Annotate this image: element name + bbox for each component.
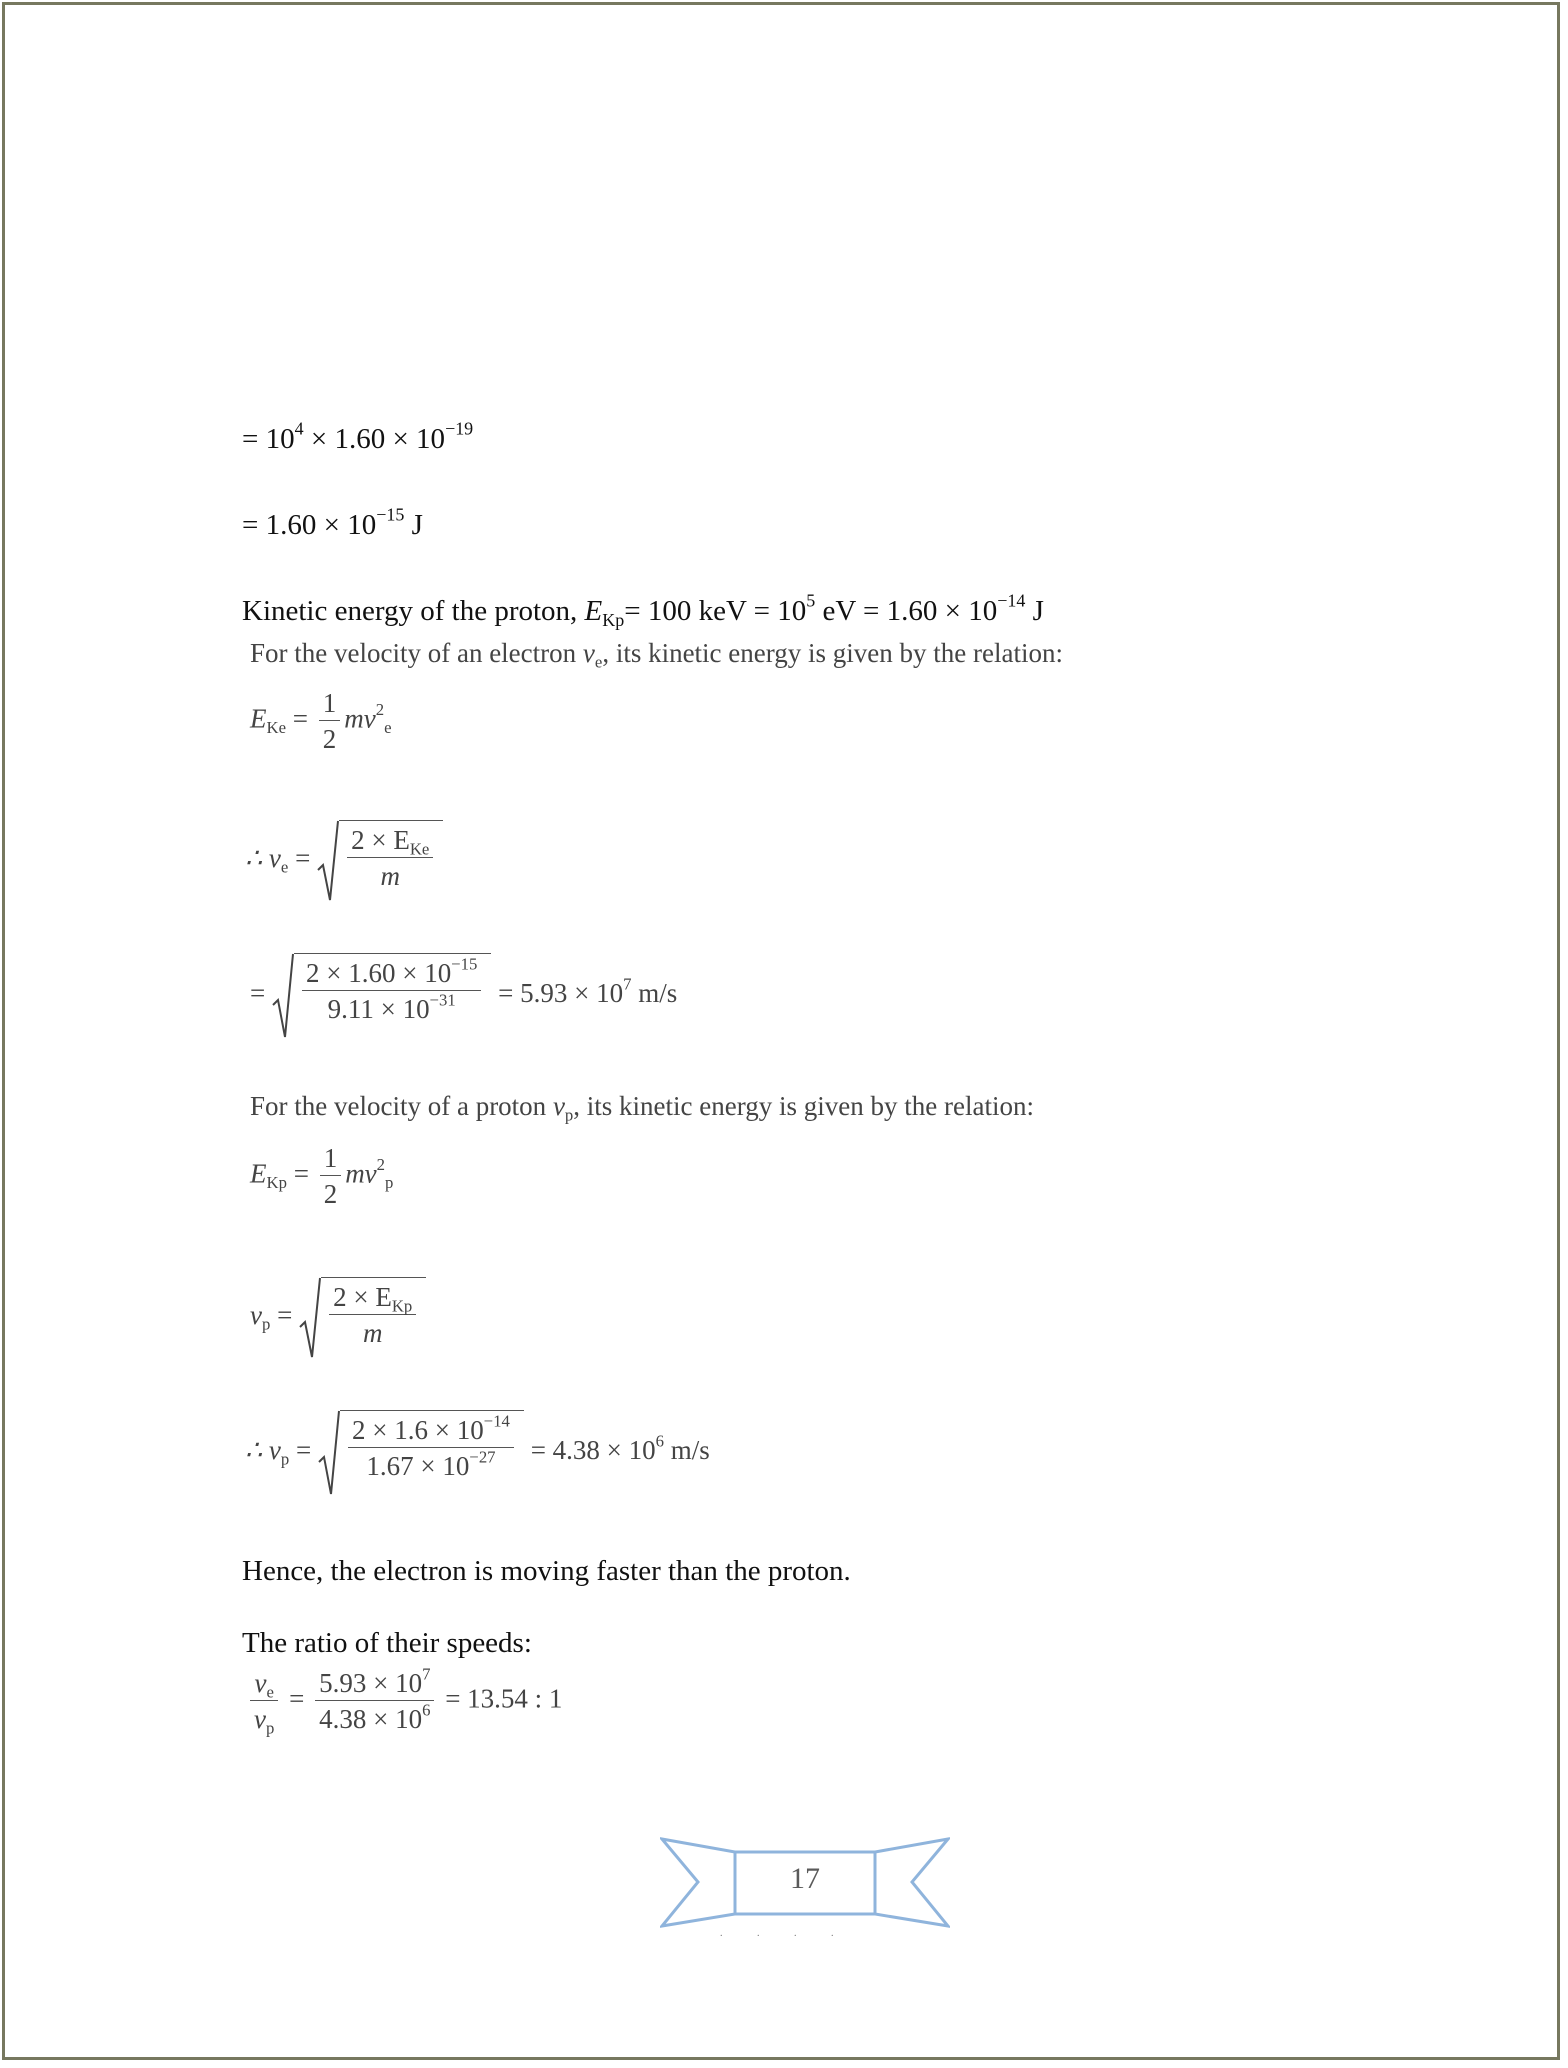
ratio-intro: The ratio of their speeds:: [242, 1627, 532, 1659]
proton-ke-equation: $E_{Kp}$ = $\frac{1}{2}$ $mv^2_p$: [250, 1143, 394, 1209]
proton-velocity-intro: For the velocity of a proton $v_p$, its kinetic energy is given by the relation:: [250, 1091, 1034, 1125]
electron-velocity-result: = $\frac{2 \times 1.60 \times 10^{-15}}{9.11 \times 10^{-31}}$ = $5.93 \times 10^7$ m/s: [250, 953, 677, 1039]
square-root: $\frac{2 \times 1.6 \times 10^{-14}}{1.67 \times 10^{-27}}$: [318, 1410, 524, 1496]
page-number: 17: [790, 1862, 820, 1895]
speed-ratio-fraction: $\frac{v_e}{v_p}$: [250, 1670, 278, 1733]
fraction-one-half: $\frac{1}{2}$: [319, 690, 341, 753]
proton-velocity-result: ∴ $v_p$ = $\frac{2 \times 1.6 \times 10^{-14}}{1.67 \times 10^{-27}}$ = $4.38 \times 10^6$ m/s: [245, 1410, 710, 1496]
calc-line-2: = $1.60 \times 10^{-15}$ J: [242, 504, 423, 541]
conclusion-text: Hence, the electron is moving faster than the proton.: [242, 1555, 851, 1587]
page-frame: [2, 2, 1560, 2060]
calc-line-1: = $10^4 \times 1.60 \times 10^{-19}$: [242, 418, 474, 455]
fraction-one-half: $\frac{1}{2}$: [320, 1145, 342, 1208]
square-root: $\frac{2 \times E_{Kp}}{m}$: [299, 1277, 426, 1359]
electron-velocity-intro: For the velocity of an electron $v_e$, its kinetic energy is given by the relation:: [250, 638, 1063, 672]
proton-velocity-formula: $v_p$ = $\frac{2 \times E_{Kp}}{m}$: [250, 1277, 426, 1359]
footer-dots: . . . .: [720, 1928, 850, 1939]
speed-values-fraction: $\frac{5.93 \times 10^7}{4.38 \times 10^6}$: [315, 1670, 434, 1733]
proton-kinetic-energy: Kinetic energy of the proton, $E_{Kp}= 100$ keV = $10^5$ eV = $1.60 \times 10^{-14}$ J: [242, 590, 1044, 630]
square-root: $\frac{2 \times 1.60 \times 10^{-15}}{9.11 \times 10^{-31}}$: [272, 953, 491, 1039]
electron-velocity-formula: ∴ $v_e$ = $\frac{2 \times E_{Ke}}{m}$: [245, 820, 443, 902]
electron-ke-equation: $E_{Ke}$ = $\frac{1}{2}$ $mv^2_e$: [250, 688, 392, 754]
square-root: $\frac{2 \times E_{Ke}}{m}$: [317, 820, 443, 902]
ratio-equation: $\frac{v_e}{v_p}$ = $\frac{5.93 \times 10^7}{4.38 \times 10^6}$ = 13.54 : 1: [246, 1670, 562, 1733]
